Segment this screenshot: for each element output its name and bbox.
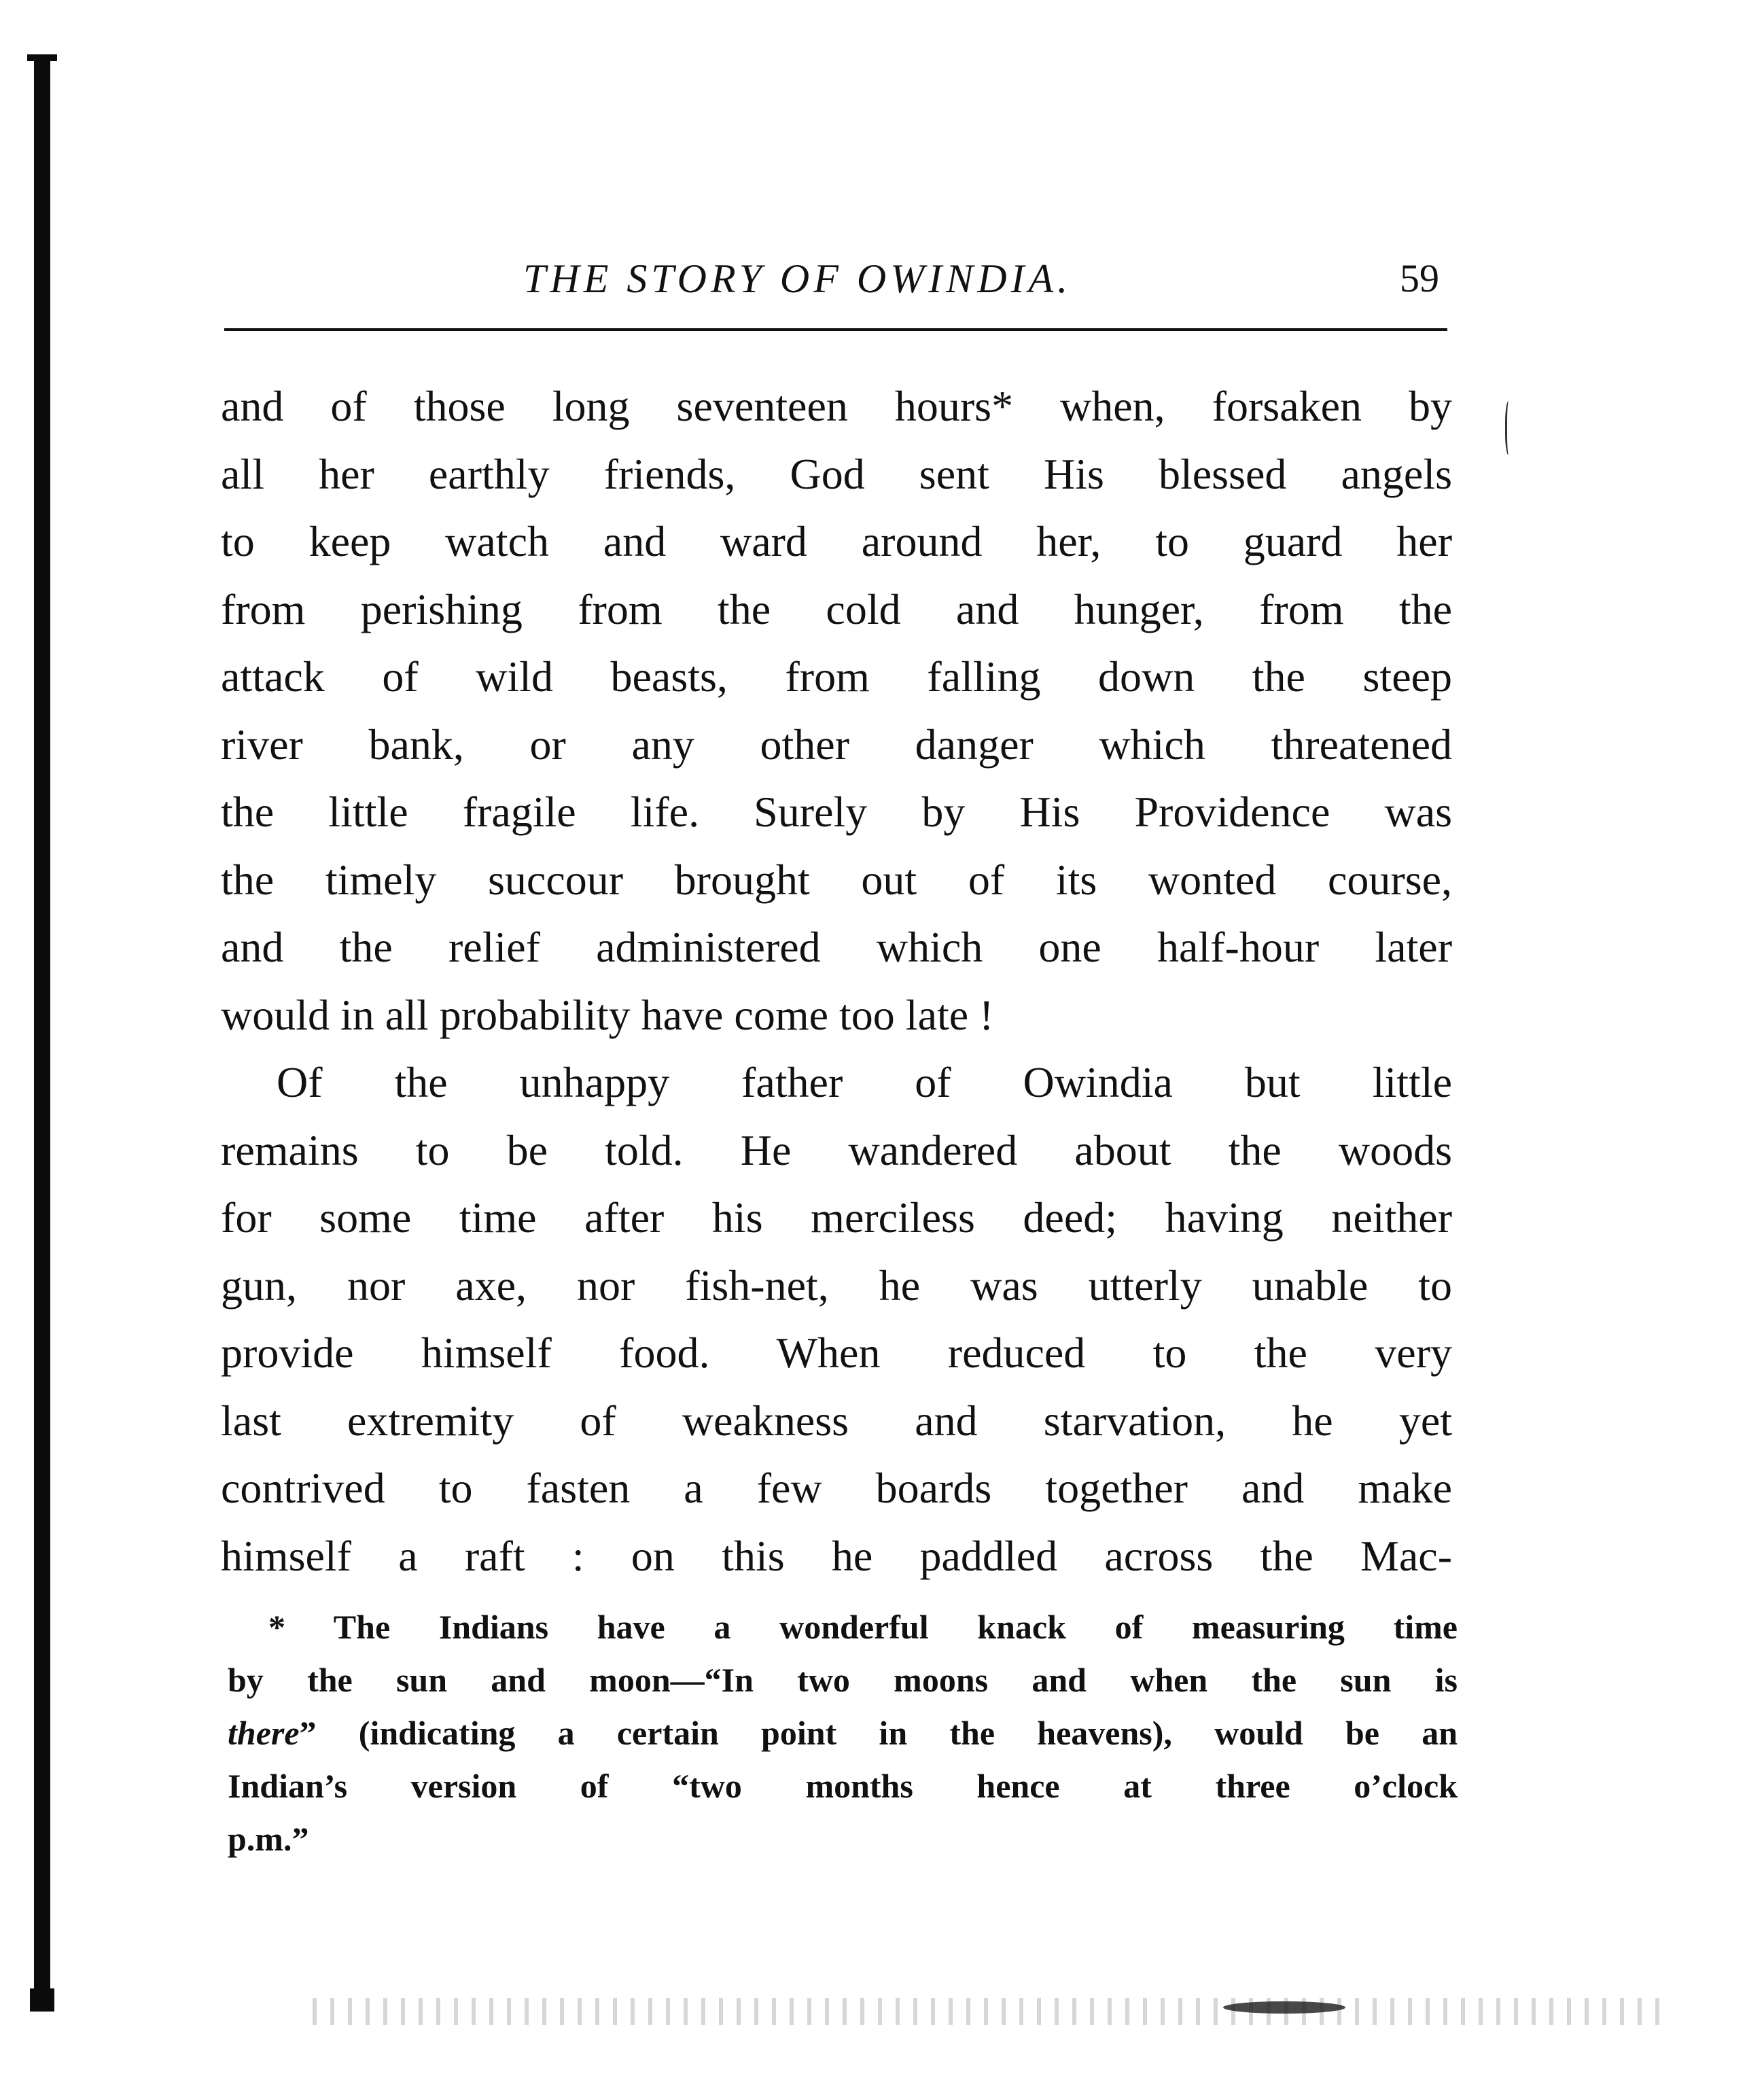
scan-smudge <box>313 1998 1672 2025</box>
footnote-line: by the sun and moon—“In two moons and when the sun is <box>228 1661 1458 1699</box>
text-line: from perishing from the cold and hunger, from the <box>221 584 1452 633</box>
text-line: contrived to fasten a few boards together and make <box>221 1464 1452 1512</box>
body-text <box>221 372 1452 1590</box>
footnote-line-text: (indicating a certain point in the heavens), would be an <box>358 1714 1458 1752</box>
footnote-quote: ” <box>299 1714 317 1752</box>
text-line: himself a raft : on this he paddled across the Mac- <box>221 1531 1452 1580</box>
text-line: last extremity of weakness and starvation, he yet <box>221 1396 1452 1445</box>
binding-shadow <box>34 54 50 2012</box>
footnote-last-line: p.m.” <box>228 1820 309 1858</box>
footnote-line <box>228 1706 1458 1759</box>
text-line: and the relief administered which one half-hour later <box>221 923 1452 971</box>
text-line: the little fragile life. Surely by His Providence was <box>221 788 1452 836</box>
running-title: THE STORY OF OWINDIA. <box>523 256 1072 301</box>
paragraph-first-line: Of the unhappy father of Owindia but little <box>277 1058 1452 1106</box>
paragraph-last-line: would in all probability have come too late ! <box>221 990 994 1039</box>
text-line: attack of wild beasts, from falling down the steep <box>221 652 1452 701</box>
text-line: provide himself food. When reduced to the very <box>221 1329 1452 1377</box>
text-line: the timely succour brought out of its wonted course, <box>221 855 1452 904</box>
scan-smudge-dark <box>1223 2001 1345 2014</box>
footnote-line: Indian’s version of “two months hence at three o’clock <box>228 1767 1458 1805</box>
margin-mark <box>1505 401 1514 455</box>
text-line: gun, nor axe, nor fish-net, he was utterly unable to <box>221 1261 1452 1310</box>
footnote-italic-word: there <box>228 1714 300 1752</box>
text-line: remains to be told. He wandered about the woods <box>221 1125 1452 1174</box>
text-line: all her earthly friends, God sent His blessed angels <box>221 449 1452 498</box>
text-line: for some time after his merciless deed; having neither <box>221 1193 1452 1242</box>
footnote-line: * The Indians have a wonderful knack of measuring time <box>268 1608 1458 1646</box>
text-line: river bank, or any other danger which threatened <box>221 720 1452 769</box>
text-line: and of those long seventeen hours* when, forsaken by <box>221 382 1452 430</box>
header-rule <box>224 328 1447 331</box>
page-number: 59 <box>1400 256 1439 300</box>
running-head <box>523 251 1454 306</box>
text-line: to keep watch and ward around her, to guard her <box>221 517 1452 565</box>
footnote <box>228 1600 1458 1865</box>
